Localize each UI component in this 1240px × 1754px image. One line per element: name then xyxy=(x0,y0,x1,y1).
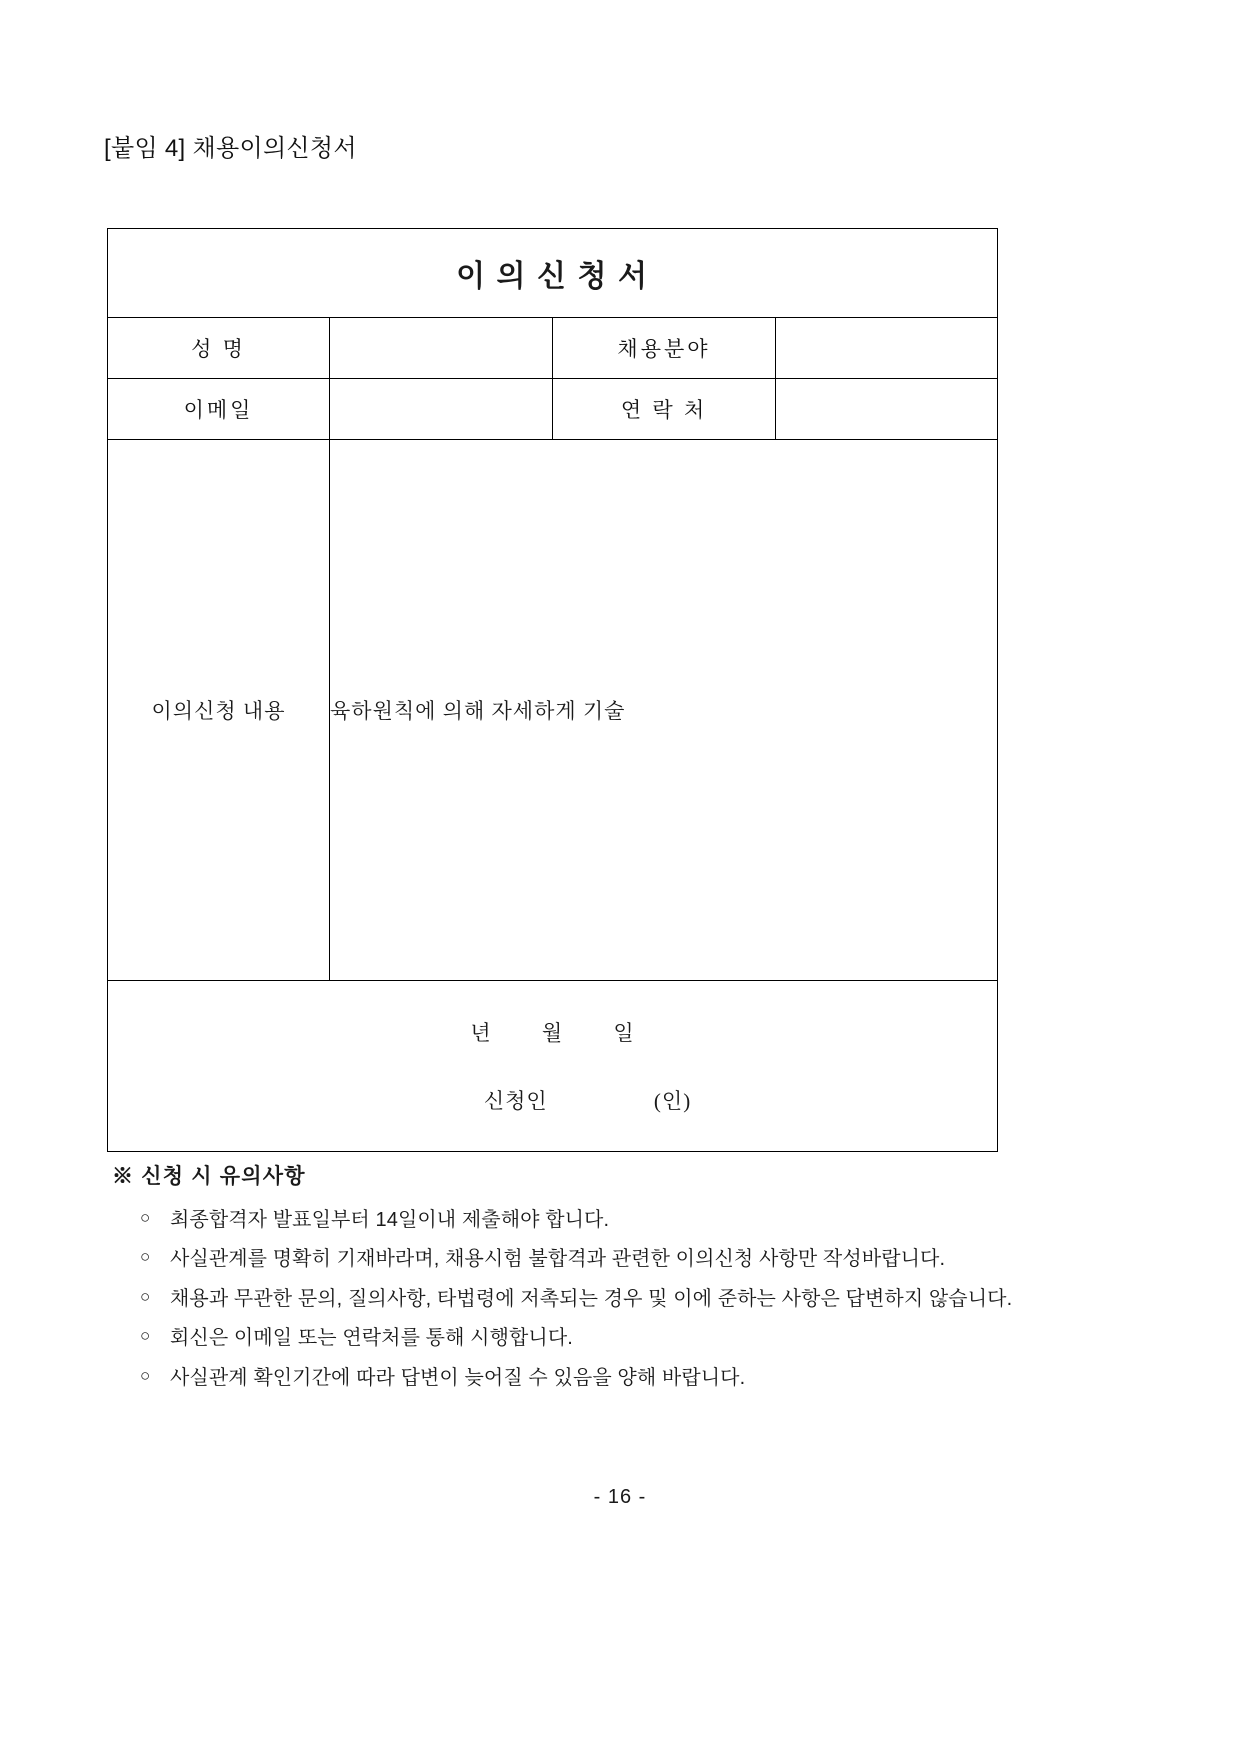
page-number: - 16 - xyxy=(593,1486,647,1508)
objection-content-label: 이의신청 내용 xyxy=(108,440,330,981)
table-row xyxy=(108,318,998,379)
email-label: 이메일 xyxy=(108,379,330,440)
attachment-label: [붙임 4] 채용이의신청서 xyxy=(104,135,357,162)
field-input[interactable] xyxy=(776,318,998,379)
list-item-text: 사실관계 확인기간에 따라 답변이 늦어질 수 있음을 양해 바랍니다. xyxy=(170,1366,746,1389)
list-item-text: 회신은 이메일 또는 연락처를 통해 시행합니다. xyxy=(170,1327,573,1350)
notes-list xyxy=(112,1204,1042,1394)
objection-content-input[interactable]: 육하원칙에 의해 자세하게 기술 xyxy=(330,440,998,981)
contact-input[interactable] xyxy=(776,379,998,440)
circle-bullet-icon: ○ xyxy=(140,1326,151,1346)
day-label: 일 xyxy=(613,1021,635,1045)
name-input[interactable] xyxy=(330,318,553,379)
list-item xyxy=(140,1243,1042,1275)
contact-label: 연 락 처 xyxy=(553,379,776,440)
circle-bullet-icon: ○ xyxy=(140,1208,151,1227)
notes-section xyxy=(112,1160,1042,1401)
circle-bullet-icon: ○ xyxy=(140,1365,151,1385)
signature-date xyxy=(108,1017,997,1047)
month-label: 월 xyxy=(541,1021,564,1045)
circle-bullet-icon: ○ xyxy=(140,1286,151,1306)
year-label: 년 xyxy=(470,1021,492,1045)
field-label: 채용분야 xyxy=(553,318,776,379)
seal-label: (인) xyxy=(653,1089,692,1113)
form-title: 이 의 신 청 서 xyxy=(108,229,998,318)
list-item-text: 최종합격자 발표일부터 14일이내 제출해야 합니다. xyxy=(170,1209,610,1231)
list-item xyxy=(140,1322,1042,1354)
table-row-title xyxy=(108,229,998,318)
table-row-signature xyxy=(108,981,998,1152)
table-row xyxy=(108,379,998,440)
list-item xyxy=(140,1204,1042,1236)
circle-bullet-icon: ○ xyxy=(140,1247,151,1267)
table-row-content xyxy=(108,440,998,981)
list-item xyxy=(140,1362,1042,1394)
signature-block xyxy=(108,981,998,1152)
list-item-text: 사실관계를 명확히 기재바라며, 채용시험 불합격과 관련한 이의신청 사항만 작성바랍니다. xyxy=(170,1248,946,1271)
name-label: 성 명 xyxy=(108,318,330,379)
list-item-text: 채용과 무관한 문의, 질의사항, 타법령에 저촉되는 경우 및 이에 준하는 사항은 답변하지 않습니다. xyxy=(170,1287,1013,1310)
signature-line xyxy=(108,1085,997,1115)
objection-form-table xyxy=(107,228,998,1152)
list-item xyxy=(140,1283,1042,1315)
email-input[interactable] xyxy=(330,379,553,440)
applicant-label: 신청인 xyxy=(483,1089,548,1113)
notes-title: ※ 신청 시 유의사항 xyxy=(112,1165,306,1188)
